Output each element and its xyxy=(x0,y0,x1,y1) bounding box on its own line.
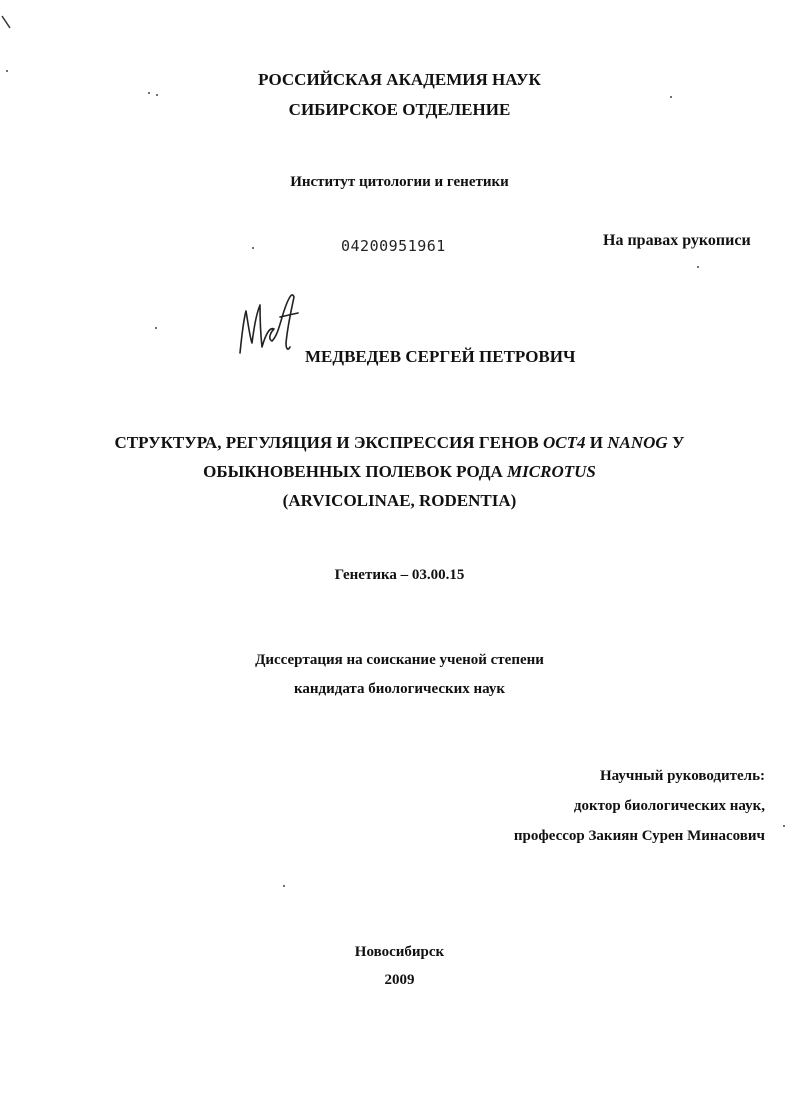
scan-speck xyxy=(148,92,150,94)
registration-number: 04200951961 xyxy=(341,237,446,255)
title-line-2-text: ОБЫКНОВЕННЫХ ПОЛЕВОК РОДА xyxy=(203,462,508,481)
title-conj: И xyxy=(585,433,608,452)
scan-speck xyxy=(252,247,254,249)
supervisor-label: Научный руководитель: xyxy=(600,768,765,784)
dissertation-line-1: Диссертация на соискание ученой степени xyxy=(255,652,544,668)
scan-mark xyxy=(0,14,14,34)
title-line-3: (ARVICOLINAE, RODENTIA) xyxy=(282,491,517,510)
scan-speck xyxy=(283,885,285,887)
genus-microtus: MICROTUS xyxy=(507,462,596,481)
title-line-1 xyxy=(0,433,799,453)
dissertation-line-2: кандидата биологических наук xyxy=(293,681,506,697)
manuscript-rights: На правах рукописи xyxy=(603,232,751,249)
institute-name: Институт цитологии и генетики xyxy=(290,174,509,190)
scan-speck xyxy=(697,266,699,268)
title-line-2 xyxy=(0,462,799,482)
scan-speck xyxy=(156,94,158,96)
scan-speck xyxy=(783,825,785,827)
gene-nanog: NANOG xyxy=(607,433,668,452)
supervisor-name: профессор Закиян Сурен Минасович xyxy=(513,828,765,844)
gene-oct4: OCT4 xyxy=(543,433,586,452)
signature xyxy=(230,283,300,363)
title-line-1-suffix: У xyxy=(667,433,685,452)
year: 2009 xyxy=(384,972,415,988)
scan-speck xyxy=(155,327,157,329)
scan-speck xyxy=(6,70,8,72)
city: Новосибирск xyxy=(354,944,445,960)
supervisor-degree: доктор биологических наук, xyxy=(573,798,765,814)
academy-heading: РОССИЙСКАЯ АКАДЕМИЯ НАУК xyxy=(258,70,541,89)
scan-speck xyxy=(670,96,672,98)
specialty: Генетика – 03.00.15 xyxy=(334,567,465,583)
title-line-1-text: СТРУКТУРА, РЕГУЛЯЦИЯ И ЭКСПРЕССИЯ ГЕНОВ xyxy=(114,433,544,452)
author-name: МЕДВЕДЕВ СЕРГЕЙ ПЕТРОВИЧ xyxy=(305,347,576,366)
branch-heading: СИБИРСКОЕ ОТДЕЛЕНИЕ xyxy=(288,100,511,119)
